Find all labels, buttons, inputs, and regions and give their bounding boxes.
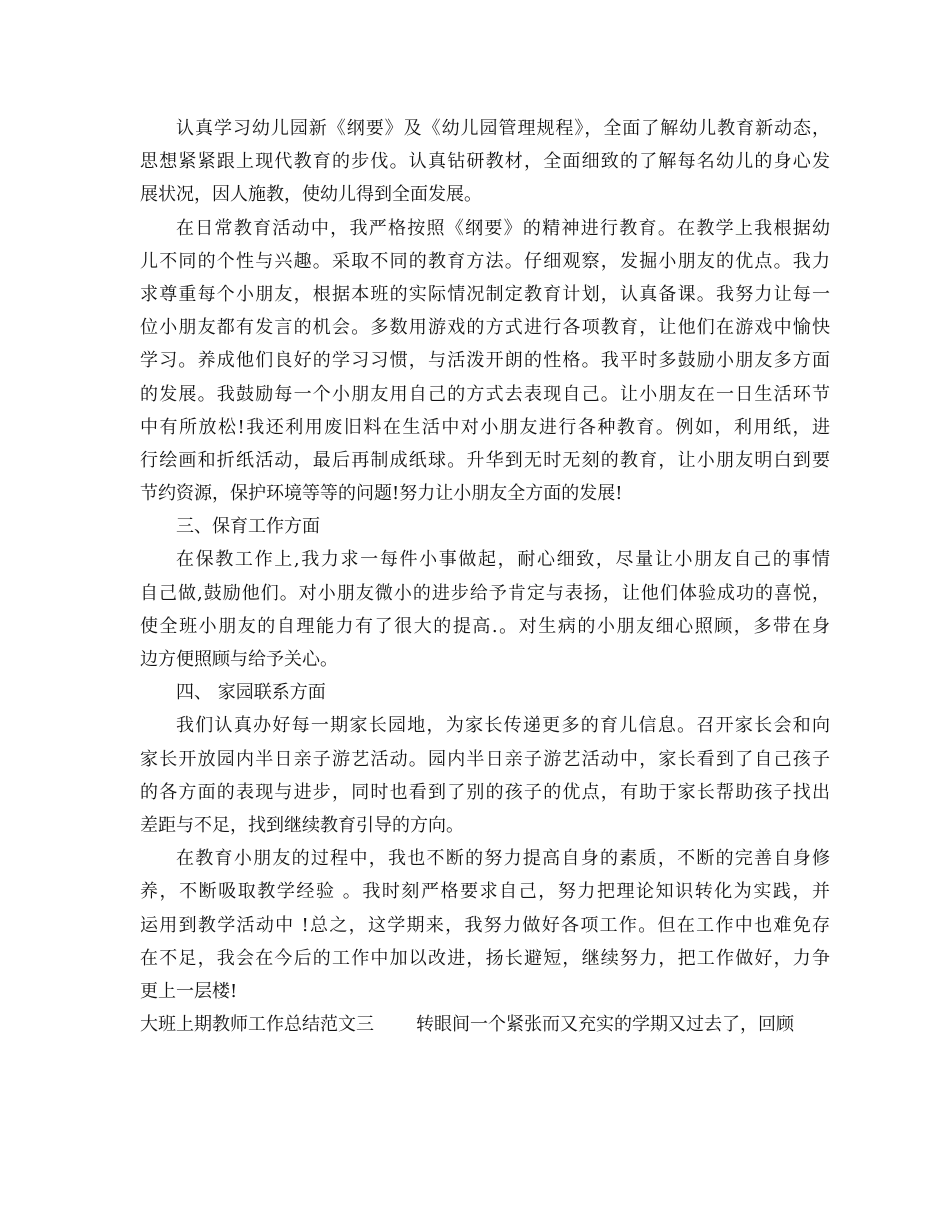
paragraph-line: 自己做,鼓励他们。对小朋友微小的进步给予肯定与表扬，让他们体验成功的喜悦， [140, 582, 830, 604]
paragraph [140, 543, 830, 676]
paragraph-line: 位小朋友都有发言的机会。多数用游戏的方式进行各项教育，让他们在游戏中愉快 [140, 317, 830, 339]
paragraph-line: 我们认真办好每一期家长园地，为家长传递更多的育儿信息。召开家长会和向 [176, 715, 830, 737]
paragraph [140, 709, 830, 842]
paragraph-line: 在日常教育活动中，我严格按照《纲要》的精神进行教育。在教学上我根据幼 [176, 217, 830, 239]
paragraph-line: 儿不同的个性与兴趣。采取不同的教育方法。仔细观察，发掘小朋友的优点。我力 [140, 250, 830, 272]
paragraph-line: 家长开放园内半日亲子游艺活动。园内半日亲子游艺活动中，家长看到了自己孩子 [140, 748, 830, 770]
section-heading [140, 510, 830, 543]
document-body [140, 112, 830, 1041]
paragraph-line: 认真学习幼儿园新《纲要》及《幼儿园管理规程》，全面了解幼儿教育新动态， [176, 118, 830, 139]
paragraph-line: 行绘画和折纸活动，最后再制成纸球。升华到无时无刻的教育，让小朋友明白到要 [140, 449, 830, 471]
next-section-line [140, 1008, 830, 1041]
paragraph-line: 边方便照顾与给予关心。 [140, 649, 338, 670]
paragraph-line: 学习。养成他们良好的学习习惯，与活泼开朗的性格。我平时多鼓励小朋友多方面 [140, 350, 830, 372]
paragraph-line: 在教育小朋友的过程中，我也不断的努力提高自身的素质，不断的完善自身修 [176, 848, 830, 870]
paragraph-line: 使全班小朋友的自理能力有了很大的提高.。对生病的小朋友细心照顾，多带在身 [140, 615, 830, 637]
paragraph-line: 思想紧紧跟上现代教育的步伐。认真钻研教材，全面细致的了解每名幼儿的身心发 [140, 151, 830, 173]
paragraph-line: 展状况，因人施教，使幼儿得到全面发展。 [140, 184, 482, 206]
heading-text: 三、保育工作方面 [176, 516, 320, 538]
paragraph-line: 求尊重每个小朋友，根据本班的实际情况制定教育计划，认真备课。我努力让每一 [140, 283, 830, 305]
paragraph-line: 在保教工作上,我力求一每件小事做起，耐心细致，尽量让小朋友自己的事情 [176, 549, 830, 571]
next-section-title: 大班上期教师工作总结范文三 [140, 1014, 374, 1036]
paragraph [140, 212, 830, 511]
paragraph [140, 112, 830, 212]
paragraph-line: 更上一层楼! [140, 980, 238, 1002]
heading-text: 四、 家园联系方面 [176, 682, 326, 704]
next-section-text: 转眼间一个紧张而又充实的学期又过去了，回顾 [416, 1014, 794, 1036]
paragraph-line: 的发展。我鼓励每一个小朋友用自己的方式去表现自己。让小朋友在一日生活环节 [140, 383, 830, 405]
paragraph-line: 运用到教学活动中 !总之，这学期来，我努力做好各项工作。但在工作中也难免存 [140, 914, 830, 936]
paragraph-line: 养，不断吸取教学经验 。我时刻严格要求自己，努力把理论知识转化为实践，并 [140, 881, 830, 903]
paragraph [140, 842, 830, 1008]
paragraph-line: 在不足，我会在今后的工作中加以改进，扬长避短，继续努力，把工作做好，力争 [140, 947, 830, 969]
paragraph-line: 节约资源，保护环境等等的问题!努力让小朋友全方面的发展! [140, 483, 623, 505]
paragraph-line: 中有所放松!我还利用废旧料在生活中对小朋友进行各种教育。例如，利用纸，进 [140, 416, 830, 438]
section-heading [140, 676, 830, 709]
paragraph-line: 差距与不足，找到继续教育引导的方向。 [140, 814, 464, 836]
paragraph-line: 的各方面的表现与进步，同时也看到了别的孩子的优点，有助于家长帮助孩子找出 [140, 781, 830, 803]
